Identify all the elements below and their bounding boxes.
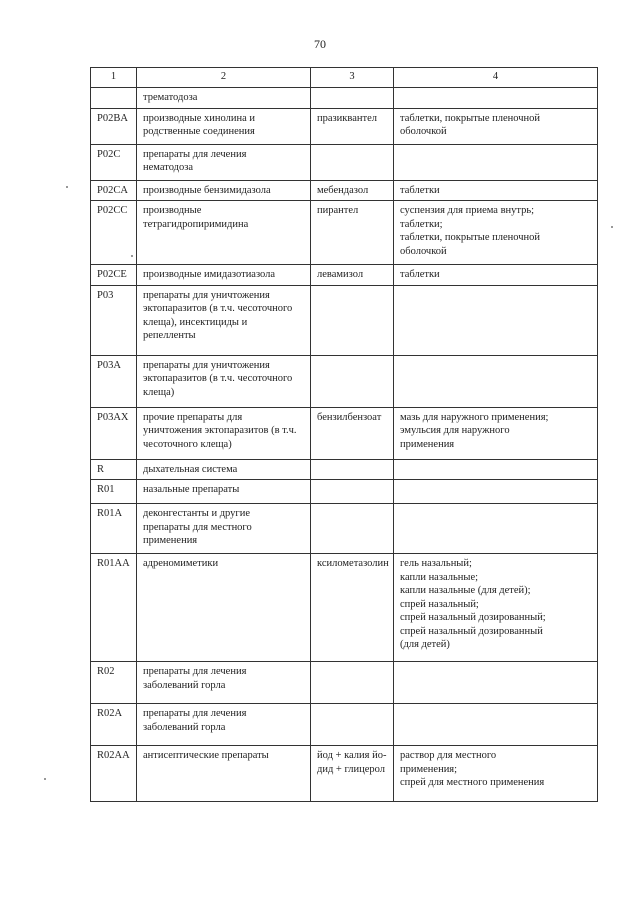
scan-speck [611,226,613,228]
cell-drug: мебендазол [311,180,394,201]
table-row [91,407,598,459]
cell-name: производные хинолина и родственные соединения [137,108,311,144]
drug-table [90,67,598,802]
cell-form: таблетки, покрытые пленочной оболочкой [394,108,598,144]
cell-form [394,355,598,407]
page-number: 70 [314,37,326,51]
table-row [91,504,598,554]
table-row [91,180,598,201]
cell-drug [311,355,394,407]
cell-drug: йод + калия йо- дид + глицерол [311,746,394,802]
cell-drug [311,88,394,109]
table-row [91,459,598,480]
cell-code [91,88,137,109]
table-row [91,554,598,662]
cell-form [394,144,598,180]
cell-form [394,662,598,704]
table-body [91,88,598,802]
table-row [91,88,598,109]
cell-name: препараты для лечения заболеваний горла [137,704,311,746]
table-row [91,144,598,180]
cell-code: R02 [91,662,137,704]
table-row [91,355,598,407]
cell-name: дыхательная система [137,459,311,480]
cell-name: назальные препараты [137,480,311,504]
cell-code: R01A [91,504,137,554]
cell-code: P02CC [91,201,137,265]
cell-drug: ксилометазолин [311,554,394,662]
cell-form: суспензия для приема внутрь; таблетки; таблетки, покрытые пленочной оболочкой [394,201,598,265]
cell-code: R02A [91,704,137,746]
cell-code: P03A [91,355,137,407]
cell-name: препараты для уничтожения эктопаразитов (в т.ч. чесоточного клеща) [137,355,311,407]
cell-code: R01AA [91,554,137,662]
cell-name: антисептические препараты [137,746,311,802]
cell-drug [311,285,394,355]
cell-name: адреномиметики [137,554,311,662]
cell-drug: празиквантел [311,108,394,144]
cell-form [394,459,598,480]
table-row [91,662,598,704]
table-row [91,108,598,144]
cell-form [394,480,598,504]
cell-code: P02C [91,144,137,180]
cell-form [394,704,598,746]
table-row [91,704,598,746]
cell-drug [311,504,394,554]
header-col-4: 4 [394,68,598,88]
header-col-3: 3 [311,68,394,88]
cell-drug: левамизол [311,265,394,286]
cell-drug [311,144,394,180]
cell-code: P02BA [91,108,137,144]
cell-name: препараты для лечения нематодоза [137,144,311,180]
header-col-1: 1 [91,68,137,88]
header-col-2: 2 [137,68,311,88]
cell-code: P02CE [91,265,137,286]
scan-speck [66,186,68,188]
cell-name: препараты для уничтожения эктопаразитов (в т.ч. чесоточного клеща), инсектициды и репелленты [137,285,311,355]
cell-code: P03AX [91,407,137,459]
cell-form: раствор для местного применения; спрей для местного применения [394,746,598,802]
table-row [91,746,598,802]
table-row [91,265,598,286]
cell-code: R02AA [91,746,137,802]
cell-drug: бензилбензоат [311,407,394,459]
cell-form: мазь для наружного применения; эмульсия для наружного применения [394,407,598,459]
cell-name: препараты для лечения заболеваний горла [137,662,311,704]
cell-drug [311,459,394,480]
cell-code: P02CA [91,180,137,201]
cell-name: деконгестанты и другие препараты для местного применения [137,504,311,554]
table-row [91,480,598,504]
cell-form [394,285,598,355]
cell-drug: пирантел [311,201,394,265]
cell-name: производные тетрагидропиримидина [137,201,311,265]
cell-form [394,88,598,109]
cell-drug [311,480,394,504]
cell-code: R01 [91,480,137,504]
cell-name: прочие препараты для уничтожения эктопаразитов (в т.ч. чесоточного клеща) [137,407,311,459]
table-header-row [91,68,598,88]
cell-name: трематодоза [137,88,311,109]
table-row [91,201,598,265]
cell-form: гель назальный; капли назальные; капли назальные (для детей); спрей назальный; спрей назальный дозированный; спрей назальный дозированный (для детей) [394,554,598,662]
cell-drug [311,662,394,704]
cell-form [394,504,598,554]
cell-name: производные имидазотиазола [137,265,311,286]
cell-form: таблетки [394,180,598,201]
table-row [91,285,598,355]
scan-speck [44,778,46,780]
cell-code: R [91,459,137,480]
cell-code: P03 [91,285,137,355]
scan-speck [131,255,133,257]
cell-name: производные бензимидазола [137,180,311,201]
cell-form: таблетки [394,265,598,286]
cell-drug [311,704,394,746]
